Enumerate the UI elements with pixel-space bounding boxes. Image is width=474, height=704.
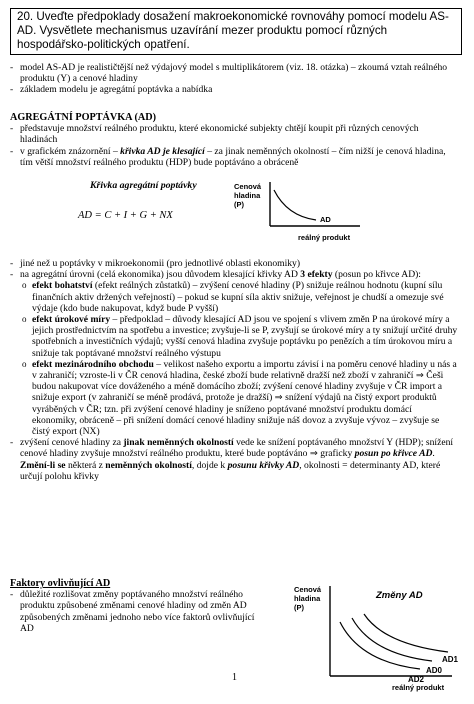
list-item: - zvýšení cenové hladiny za jinak neměnných okolností vede ke snížení poptávaného množství Y (HDP); snížení cenové hladiny zvyšuje množství reálného produktu, které bude poptáváno ⇒ graficky posun po křivce AD. Změní-li se některá z neměnných okolností, dojde k posunu křivky AD, okolnosti = determinanty AD, které určují polohu křivky [10, 437, 454, 482]
graph1-curve-label: AD [320, 215, 331, 224]
graph2-ad0-label: AD0 [426, 666, 443, 675]
ad-shift-graph [292, 582, 462, 692]
curve-caption: Křivka agregátní poptávky [90, 180, 197, 191]
ad-formula: AD = C + I + G + NX [78, 210, 173, 221]
list-item: - v grafickém znázornění – křivka AD je klesající – za jinak neměnných okolností – čím nižší je cenová hladina, tím větší množství reálného produktu (HDP) bude poptáváno a obráceně [10, 145, 446, 168]
section-ad-factors [10, 578, 268, 634]
section-heading: Faktory ovlivňující AD [10, 578, 111, 589]
page-number: 1 [232, 672, 237, 683]
list-item: o efekt bohatství (efekt reálných zůstatků) – zvýšení cenové hladiny (P) snižuje reálnou hodnotu (kupní sílu finančních aktiv držených veřejností) – pokud se kupní síla aktiv snižuje, veřejnost je chudší a omezuje své výdaje (kdo bude nakupovat, když bude P vyšší) [22, 280, 444, 314]
list-item: o efekt mezinárodního obchodu – velikost našeho exportu a importu závisí i na poměru cenové hladiny u nás a v zahraničí; vzroste-li v ČR cenová hladina, české zboží bude relativně dražší než zboží v zahraničí ⇒ Češi budou nakupovat více dováženého a méně domácího zboží; zvýšení cenové hladiny zvyšuje v ČR import a snižuje export (v zahraničí se méně prodává, protože je dražší) ⇒ snížení výdajů na čistý export produktů vyráběných v ČR; tzn. při zvýšení cenové hladiny je sníženo poptávané množství produktu domácí ekonomiky, obráceně – při snížení domácí cenové hladiny snižuje náš dovoz a zvyšuje vývoz – zvyšuje se čistý export (NX) [22, 358, 457, 438]
graph2-ylabel-1: Cenová [294, 585, 322, 594]
section-aggregate-demand-continued [10, 258, 458, 482]
list-item: - model AS-AD je realističtější než výdajový model s multiplikátorem (viz. 18. otázka) – zkoumá vztah reálného produktu (Y) a cenové hladiny [10, 62, 448, 85]
list-item: - základem modelu je agregátní poptávka a nabídka [10, 84, 213, 96]
list-item: o efekt úrokové míry – předpoklad – důvody klesající AD jsou ve spojení s vlivem změn P na úrokové míry a jejich prostřednictvím na spotřebu a investice; zvyšuje-li se P, zvyšují se úrokové míry a ty snižují určité druhy spotřebních a investičních výdajů; vyšší cenová hladina zvyšuje poptávku po penězích a tím úrokovou míru a snižuje tak poptávané množství reálného výstupu [22, 314, 458, 359]
section-heading: AGREGÁTNÍ POPTÁVKA (AD) [10, 112, 157, 123]
graph1-ylabel-1: Cenová [234, 182, 262, 191]
graph2-title: Změny AD [376, 590, 423, 601]
graph2-ylabel-3: (P) [294, 603, 304, 612]
list-item: - důležité rozlišovat změny poptávaného množství reálného produktu způsobené změnami cenové hladiny od změn AD způsobených změnami jednoho nebo více faktorů ovlivňující AD [10, 589, 255, 634]
graph2-ad1-label: AD1 [442, 655, 459, 664]
graph2-ylabel-2: hladina [294, 594, 321, 603]
ad-curve-graph [232, 180, 372, 246]
graph1-ylabel-3: (P) [234, 200, 244, 209]
list-item: - představuje množství reálného produktu, které ekonomické subjekty chtějí koupit při různých cenových hladinách [10, 123, 419, 146]
list-item: - na agregátní úrovni (celá ekonomika) jsou důvodem klesající křivky AD 3 efekty (posun po křivce AD): [10, 269, 421, 281]
graph2-ad1-curve [364, 614, 448, 652]
graph1-xlabel: reálný produkt [298, 233, 351, 242]
intro-list [10, 62, 458, 96]
list-item: - jiné než u poptávky v mikroekonomii (pro jednotlivé oblasti ekonomiky) [10, 258, 301, 269]
question-title: 20. Uveďte předpoklady dosažení makroekonomické rovnováhy pomocí modelu AS-AD. Vysvětlete mechanismus uzavírání mezer produktu pomocí různých hospodářsko-politických opatření. [10, 8, 462, 55]
graph1-ad-curve [274, 190, 316, 220]
graph2-xlabel: reálný produkt [392, 683, 445, 692]
section-aggregate-demand [10, 112, 458, 168]
graph2-ad2-label: AD2 [408, 675, 425, 684]
graph2-ad0-curve [352, 618, 432, 661]
graph1-ylabel-2: hladina [234, 191, 261, 200]
